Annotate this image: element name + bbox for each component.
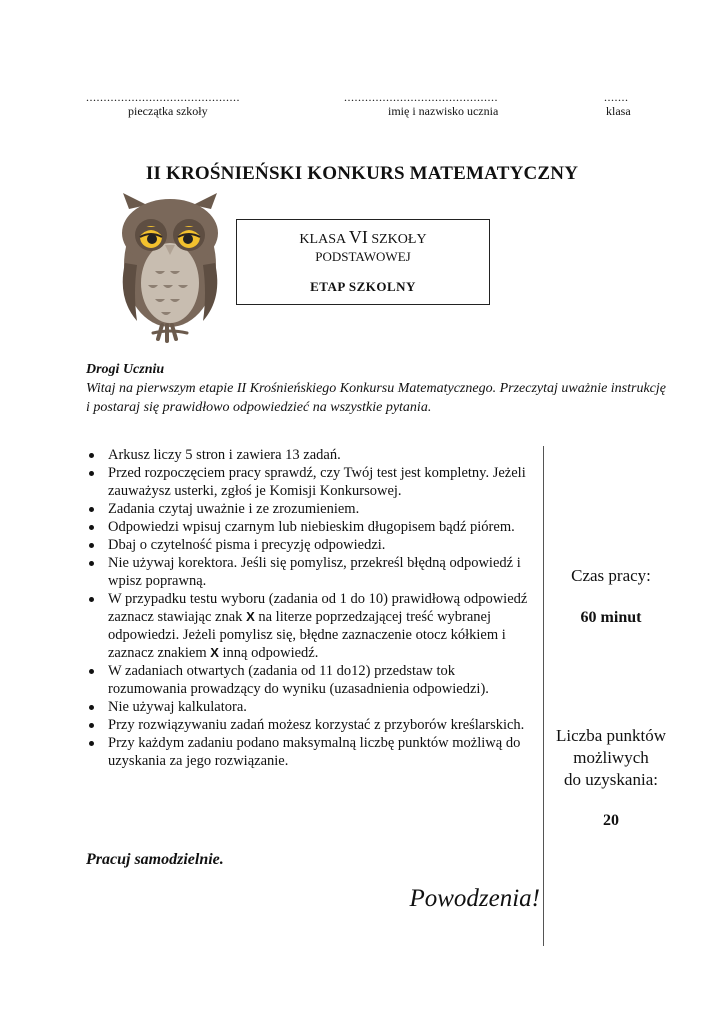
list-item: Nie używaj korektora. Jeśli się pomylisz, przekreśl błędną odpowiedź i wpisz poprawną.	[86, 554, 536, 590]
list-item: Zadania czytaj uważnie i ze zrozumieniem.	[86, 500, 536, 518]
time-label: Czas pracy:	[571, 566, 651, 585]
page-title: II KROŚNIEŃSKI KONKURS MATEMATYCZNY	[145, 163, 579, 184]
list-item: Przy każdym zadaniu podano maksymalną liczbę punktów możliwą do uzyskania za jego rozwiązanie.	[86, 734, 536, 770]
instructions-list	[86, 446, 536, 770]
points-label-line2: możliwych	[573, 748, 649, 767]
closing-note: Pracuj samodzielnie.	[86, 851, 224, 868]
class-number: VI	[348, 227, 368, 247]
list-item: W zadaniach otwartych (zadania od 11 do12) przedstaw tok rozumowania prowadzący do wyniku (uzasadnienia odpowiedzi).	[86, 662, 536, 698]
rule-text-part: W przypadku testu wyboru (zadania od 1 do 10) prawidłową odpowiedź zaznacz stawiając znak	[108, 591, 528, 625]
school-word: SZKOŁY	[371, 232, 427, 247]
column-divider	[543, 446, 544, 946]
list-item: Przy rozwiązywaniu zadań możesz korzystać z przyborów kreślarskich.	[86, 716, 536, 734]
x-mark: X	[210, 645, 219, 660]
school-stamp-label: pieczątka szkoły	[128, 104, 208, 118]
stage-label: ETAP SZKOLNY	[310, 279, 416, 294]
student-name-label: imię i nazwisko ucznia	[388, 104, 499, 118]
x-mark: X	[246, 609, 255, 624]
intro-section	[86, 360, 666, 417]
class-info-box	[236, 219, 490, 305]
time-value: 60 minut	[580, 609, 642, 626]
list-item: Arkusz liczy 5 stron i zawiera 13 zadań.	[86, 446, 536, 464]
school-stamp-line: ............................................	[86, 90, 240, 104]
class-word: KLASA	[299, 232, 346, 247]
class-line: .......	[604, 90, 629, 104]
list-item: Przed rozpoczęciem pracy sprawdź, czy Twój test jest kompletny. Jeżeli zauważysz usterki, zgłoś je Komisji Konkursowej.	[86, 464, 536, 500]
school-type: PODSTAWOWEJ	[315, 249, 411, 264]
list-item: Dbaj o czytelność pisma i precyzję odpowiedzi.	[86, 536, 536, 554]
good-luck-text: Powodzenia!	[409, 885, 540, 912]
list-item: Nie używaj kalkulatora.	[86, 698, 536, 716]
list-item: Odpowiedzi wpisuj czarnym lub niebieskim długopisem bądź piórem.	[86, 518, 536, 536]
owl-icon	[115, 193, 225, 345]
points-label-line1: Liczba punktów	[556, 726, 666, 745]
intro-text: Witaj na pierwszym etapie II Krośnieńskiego Konkursu Matematycznego. Przeczytaj uważnie instrukcję i postaraj się prawidłowo odpowiedzieć na wszystkie pytania.	[86, 381, 667, 415]
student-name-line: ............................................	[344, 90, 498, 104]
points-value: 20	[603, 812, 619, 829]
points-label-line3: do uzyskania:	[564, 770, 658, 789]
class-label: klasa	[606, 104, 631, 118]
list-item	[86, 590, 536, 662]
rule-text-part: inną odpowiedź.	[218, 645, 319, 661]
class-line-1	[237, 228, 489, 249]
intro-heading: Drogi Uczniu	[86, 362, 165, 377]
rule-text-part: na literze poprzedzającej treść wybranej odpowiedzi. Jeżeli pomylisz się, błędne zaznaczenie otocz kółkiem i zaznacz znakiem	[108, 609, 506, 661]
